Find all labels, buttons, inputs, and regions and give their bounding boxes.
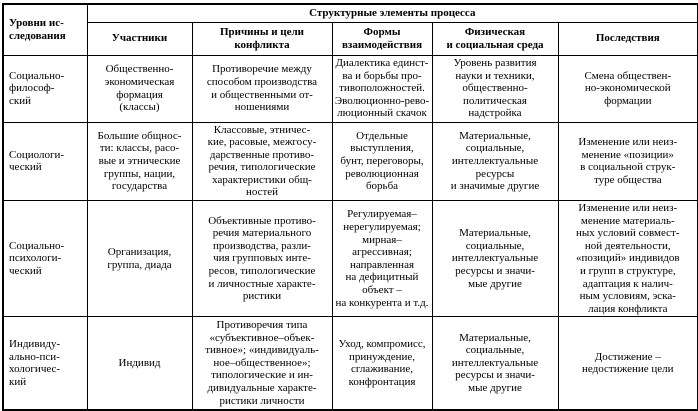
group-header: Структурные элементы процесса (87, 4, 698, 22)
header-columns-row (3, 22, 698, 55)
column-header-forms: Формы взаимодействия (332, 22, 432, 55)
column-header-environment: Физическая и социальная среда (432, 22, 558, 55)
row-level-label: Индивиду- ально-пси- хологичес- кий (3, 317, 87, 410)
header-group-row (3, 4, 698, 22)
table-cell: Смена обществен- но-экономической формации (558, 55, 698, 122)
table-row (3, 201, 698, 317)
table-cell: Противоречия типа «субъективное–объек- тивное»; «индивидуаль- ное–общественное»; типологические и ин- дивидуальные характе- ристики личности (192, 317, 332, 410)
column-header-participants: Участники (87, 22, 192, 55)
row-level-label: Социально- философ- ский (3, 55, 87, 122)
table-cell: Индивид (87, 317, 192, 410)
table-cell: Организация, группа, диада (87, 201, 192, 317)
table-cell: Изменение или неиз- менение «позиции» в социальной струк- туре общества (558, 122, 698, 201)
table-row (3, 317, 698, 410)
table-cell: Материальные, социальные, интеллектуальные ресурсы и значи- мые другие (432, 317, 558, 410)
table-cell: Объективные противо- речия материального производства, разли- чия групповых инте- ресов, типологические и личностные характе- ристики (192, 201, 332, 317)
table-cell: Достижение – недостижение цели (558, 317, 698, 410)
conflict-levels-table (2, 3, 698, 411)
table-cell: Противоречие между способом производства и общественными от- ношениями (192, 55, 332, 122)
table-cell: Уровень развития науки и техники, общественно- политическая надстройка (432, 55, 558, 122)
table-row (3, 55, 698, 122)
table-row (3, 122, 698, 201)
table-cell: Диалектика единст- ва и борьбы про- тивоположностей. Эволюционно-рево- люционный скачок (332, 55, 432, 122)
table-cell: Уход, компромисс, принуждение, сглаживание, конфронтация (332, 317, 432, 410)
table-cell: Отдельные выступления, бунт, переговоры, революционная борьба (332, 122, 432, 201)
table-cell: Изменение или неиз- менение материаль- ных условий совмест- ной деятельности, «позиций» индивидов и групп в структуре, адаптация к налич- ным условиям, эска- лация конфликта (558, 201, 698, 317)
corner-header: Уровни ис- следования (3, 4, 87, 55)
table-cell: Материальные, социальные, интеллектуальные ресурсы и значимые другие (432, 122, 558, 201)
column-header-causes: Причины и цели конфликта (192, 22, 332, 55)
table-cell: Регулируемая– нерегулируемая; мирная– агрессивная; направленная на дефицитный объект – на конкурента и т.д. (332, 201, 432, 317)
table-cell: Общественно- экономическая формация (классы) (87, 55, 192, 122)
row-level-label: Социологи- ческий (3, 122, 87, 201)
row-level-label: Социально- психологи- ческий (3, 201, 87, 317)
table-cell: Большие общнос- ти: классы, расо- вые и этнические группы, нации, государства (87, 122, 192, 201)
column-header-consequences: Последствия (558, 22, 698, 55)
table-cell: Материальные, социальные, интеллектуальные ресурсы и значи- мые другие (432, 201, 558, 317)
table-cell: Классовые, этничес- кие, расовые, межгосу- дарственные противо- речия, типологические характеристики общ- ностей (192, 122, 332, 201)
